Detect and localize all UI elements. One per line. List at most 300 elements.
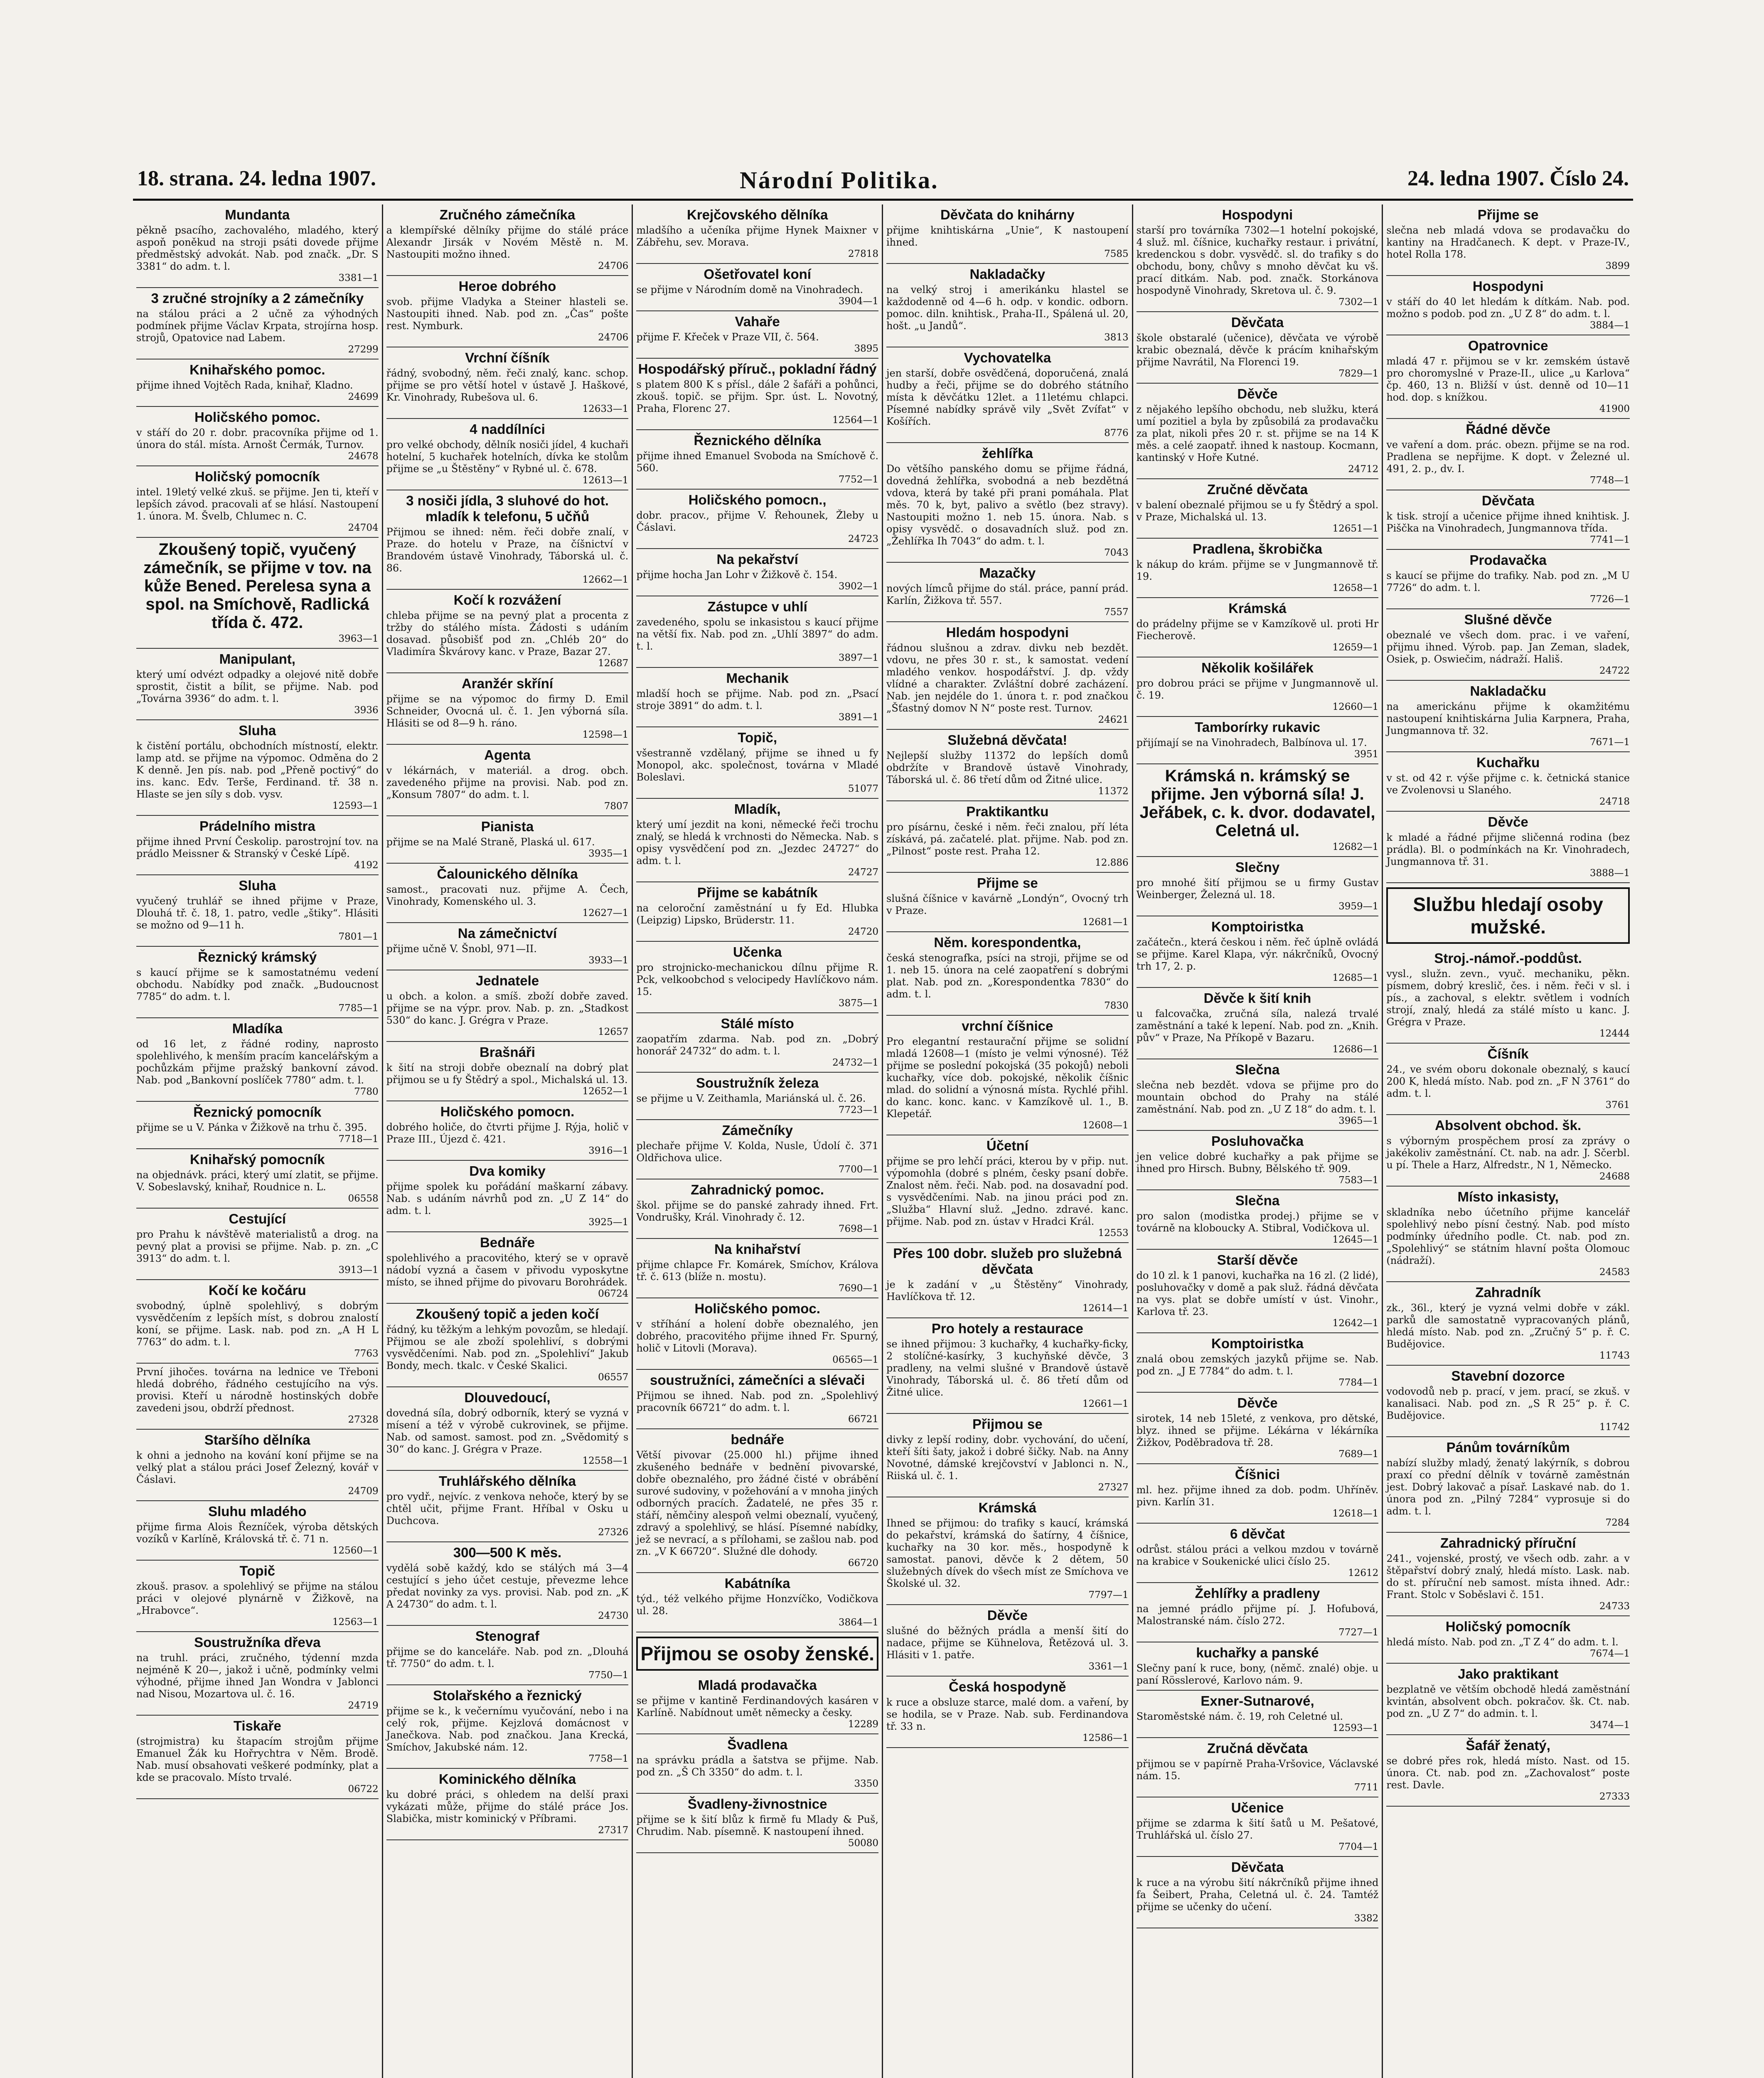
ad-text: nabízí služby mladý, ženatý lakýrník, s dobrou praxí co přední dělník v továrně zaměstnán jest. Dobrý lakovač a písař. Laskavé nab. do 1. února pod zn. „Pilný 7284“ vyprosuje si do adm. t. l. [1386,1457,1630,1517]
ad-code: 4192 [354,860,379,871]
ad-title: Dlouvedoucí, [464,1390,551,1405]
ad-text: na americkánu přijme k okamžitému nastoupení knihtiskárna Julia Karpnera, Praha, Jungmannova tř. 32. [1386,701,1630,736]
masthead: Národní Politika. [740,167,939,194]
ad-title: Mechanik [726,670,789,686]
ad-code: 3888—1 [1589,868,1630,879]
ad-title: Topič [239,1563,276,1578]
ad-code: 3904—1 [838,296,878,307]
classified-ad [636,1794,878,1853]
ad-title: Posluhovačka [1211,1133,1304,1149]
ad-code: 51077 [848,783,878,794]
ad-title: Švadlena [727,1737,788,1752]
ad-text: samost., pracovati nuz. přijme A. Čech, Vinohrady, Komenského ul. 3. [386,884,629,907]
classified-ad [1137,1190,1379,1250]
ad-title: Knihařského pomoc. [189,362,325,377]
ad-code: 3382 [1354,1913,1379,1924]
ad-text: slušná číšnice v kavárně „Londýn“, Ovocný trh v Praze. [886,893,1129,916]
classified-ad [136,1149,379,1209]
ad-text: který umí jezdit na koni, německé řeči trochu znalý, se hledá k vrchnosti do Německa. Nab. s opisy vysvědčení pod zn. „Jezdec 24727“ do adm. t. l. [636,819,878,867]
classified-ad [886,563,1129,622]
classified-ad [136,1209,379,1280]
ad-title: Zahradnický pomoc. [691,1182,824,1197]
ad-code: 12558—1 [582,1455,629,1466]
ad-code: 24712 [1348,464,1379,475]
classified-ad [1386,948,1630,1044]
classified-ad [1386,1282,1630,1366]
ad-title: Nakladačky [969,266,1046,282]
ad-text: k ohni a jednoho na kování koní přijme se na velký plat a stálou práci Josef Železný, kovář v Čáslavi. [136,1450,379,1485]
ad-code: 7723—1 [838,1105,878,1115]
ad-text: (strojmistra) ku štapacím strojům přijme Emanuel Žák ku Hořrychtra v Něm. Brodě. Nab. musí obsahovati veškeré podmínky, plat a kde se pracovalo. Místo trvalé. [136,1736,379,1783]
ad-title: Hospodyni [1472,278,1544,294]
ad-code: 12659—1 [1332,642,1379,653]
classified-ad [886,622,1129,730]
ad-code: 7698—1 [838,1224,878,1234]
classified-ad [1386,681,1630,752]
ad-title: Stolařského a řeznický [433,1688,582,1703]
classified-ad [886,932,1129,1016]
classified-ad [636,1298,878,1370]
ad-title: Praktikantku [966,804,1049,819]
ad-code: 3361—1 [1088,1661,1129,1672]
ad-title: Mundanta [225,207,290,222]
ad-code: 7585 [1104,249,1129,259]
ad-title: 4 naddílníci [470,421,545,437]
ad-text: česká stenografka, psíci na stroji, přijme se od 1. neb 15. února na celé zaopatření s dobrými plat. Nab. pod zn. „Korespondentka 7830“ do adm. t. l. [886,952,1129,1000]
ad-title: Sluhu mladého [208,1504,307,1519]
ad-text: v stáří do 40 let hledám k dítkám. Nab. pod. možno s podob. pod zn. „U Z 8“ do adm. t. l. [1386,296,1630,320]
section-heading: Službu hledají osoby mužské. [1386,887,1630,944]
ad-title: Čalounického dělníka [437,866,578,881]
ad-title: Topič, [738,730,777,745]
ad-text: znalá obou zemských jazyků přijme se. Nab. pod zn. „J E 7784“ do adm. t. l. [1136,1353,1379,1377]
ad-text: slečna neb mladá vdova se prodavačku do kantiny na Hradčanech. K dept. v Praze-IV., hotel Rolla 178. [1386,224,1630,260]
classified-ad [1386,1115,1630,1187]
ad-code: 12687 [598,658,629,669]
ad-code: 7718—1 [338,1134,379,1145]
ad-text: v st. od 42 r. výše přijme c. k. četnická stanice ve Zvolenovsi u Slaného. [1386,772,1630,796]
ad-title: Česká hospodyně [949,1679,1066,1694]
classified-ad [636,264,878,311]
ad-code: 7748—1 [1589,475,1630,486]
classified-ad [1137,1250,1379,1333]
ad-text: k šití na stroji dobře obeznalí na dobrý plat přijmou se u fy Štědrý a spol., Michalská ul. 13. [386,1062,629,1086]
classified-ad [386,1471,629,1542]
ad-title: Slečna [1235,1062,1280,1077]
ad-code: 7689—1 [1338,1449,1379,1460]
ad-title: Pradlena, škrobička [1193,541,1322,556]
ad-code: 11742 [1599,1422,1630,1433]
ad-title: Manipulant, [219,651,295,667]
classified-ad [386,1304,629,1387]
ad-title: Kabátníka [724,1576,790,1591]
ad-title: Číšník [1487,1046,1529,1061]
ad-title: Staršího dělníka [204,1432,310,1448]
ad-text: zk., 36l., který je vyzná velmi dobře v zákl. parků dle samostatně vypracovaných plánů, hledá místo. Nab. pod zn. „Zručný 5“ p. ř. C. Budějovice. [1386,1302,1630,1350]
classified-ad [1137,857,1379,916]
ad-title: Bednáře [480,1235,535,1250]
ad-text: přijme firma Alois Řezníček, výroba dětských vozíků v Karlíně, Královská tř. č. 71 n. [136,1521,379,1545]
ad-code: 27317 [598,1825,629,1836]
ad-title: Kočí k rozvážení [453,592,561,608]
ad-code: 12593—1 [332,800,379,811]
classified-ad [636,1675,878,1734]
ad-code: 24718 [1599,796,1630,807]
ad-text: plechaře přijme V. Kolda, Nusle, Údolí č. 371 Oldřichova ulice. [636,1140,878,1164]
ad-code: 06565—1 [832,1354,878,1365]
classified-ad [886,347,1129,443]
ad-code: 3761 [1605,1100,1630,1110]
classified-ad [1386,1664,1630,1735]
ad-title: Slečna [1235,1193,1280,1208]
ad-title: Starší děvče [1217,1252,1298,1268]
ad-title: Absolvent obchod. šk. [1435,1118,1582,1133]
ad-code: 7801—1 [338,931,379,942]
ad-text: přijme učně V. Šnobl, 971—II. [386,943,537,955]
ad-column-6 [1383,204,1633,2078]
ad-text: obeznalé ve všech dom. prac. i ve vaření, přijmu ihned. Výrob. pap. Jan Zeman, sladek, Osiek, p. Oswiečim, nádraží. Hališ. [1386,629,1630,665]
ad-code: 7726—1 [1589,594,1630,605]
classified-ad [886,1243,1129,1318]
classified-ad [636,882,878,942]
ad-code: 12614—1 [1082,1303,1129,1314]
ad-text: Přijmou se ihned: něm. řeči dobře znalí, v Praze. do hotelu v Praze, na číšnictví v Brandovém ústavě Vinohrady, Táborská ul. č. 86. [386,526,629,574]
ad-text: pro salon (modistka prodej.) přijme se v továrně na kloboucky A. Stibral, Vodičkova ul. [1136,1210,1379,1234]
classified-ad [386,276,629,347]
ad-text: k nákup do krám. přijme se v Jungmannově tř. 19. [1136,559,1379,582]
ad-title: Krejčovského dělníka [686,207,828,222]
classified-ad [636,1120,878,1179]
header-right: 24. ledna 1907. Číslo 24. [1407,167,1629,190]
ad-code: 7284 [1605,1517,1630,1528]
ad-code: 7741—1 [1589,534,1630,545]
classified-ad [636,1013,878,1073]
ad-code: 7302—1 [1338,297,1379,308]
classified-ad [1137,1059,1379,1131]
classified-ad [1137,764,1379,857]
ad-text: zavedeného, spolu se inkasistou s kaucí přijme na větší fix. Nab. pod zn. „Uhlí 3897“ do adm. t. l. [636,616,878,652]
header-left: 18. strana. 24. ledna 1907. [137,167,376,190]
ad-title: Děvče [1237,386,1278,401]
ad-text: dobrého holiče, do čtvrti přijme J. Rýja, holič v Praze III., Újezd č. 421. [386,1121,629,1145]
ad-title: Na zámečnictví [458,926,557,941]
classified-ad [1137,1797,1379,1857]
ad-title: Dva komiky [469,1163,546,1179]
ad-text: přijme hocha Jan Lohr v Žižkově č. 154. [636,569,838,581]
ad-code: 24706 [598,332,629,343]
ad-code: 50080 [848,1838,878,1849]
ad-title: kuchařky a panské [1196,1645,1319,1660]
ad-code: 7704—1 [1338,1842,1379,1852]
ad-code: 12682—1 [1332,842,1379,852]
ad-title: Sluha [239,723,276,738]
ad-code: 24706 [598,261,629,271]
ad-column-5 [1133,204,1383,2078]
ad-text: jen starší, dobře osvědčená, doporučená, znalá hudby a řeči, přijme se do dobrého státního místa k děvčátku 12let. a 11letému chlapci. Písemné nabídky správě vily „Svět Zvífat“ v Košířích. [886,367,1129,427]
ad-title: Heroe dobrého [458,278,556,294]
ad-text: přijme ihned Emanuel Svoboda na Smíchově č. 560. [636,450,878,474]
ad-title: Přijme se [977,875,1038,891]
ad-code: 3895 [854,343,878,354]
ad-code: 12564—1 [832,415,878,426]
ad-code: 7557 [1104,607,1129,618]
ad-text: s kaucí se přijme do trafiky. Nab. pod zn. „M U 7726“ do adm. t. l. [1386,570,1630,593]
classified-ad [636,596,878,668]
ad-text: v stáří do 20 r. dobr. pracovníka přijme od 1. února do stál. místa. Arnošt Čermák, Turnov. [136,427,379,451]
classified-ad [1386,1366,1630,1437]
ad-code: 3899 [1605,261,1630,271]
ad-text: u obch. a kolon. a smíš. zboží dobře zaved. přijme se na výpr. prov. Nab. p. zn. „Stadkost 530“ do kanc. J. Grégra v Praze. [386,990,629,1026]
classified-ad [1386,609,1630,681]
ad-code: 3884—1 [1589,320,1630,331]
ad-text: na správku prádla a šatstva se přijme. Nab. pod zn. „Š Ch 3350“ do adm. t. l. [636,1754,878,1778]
classified-ad [886,873,1129,932]
ad-text: u falcovačka, zručná síla, nalezá trvalé zaměstnání a také k lepení. Nab. pod zn. „Knih. pův“ v Praze, Na Příkopě v Bazaru. [1136,1008,1379,1044]
classified-ad [386,745,629,816]
ad-code: 3925—1 [588,1217,629,1228]
classified-ad [636,942,878,1013]
classified-ad [1137,539,1379,598]
ad-code: 3933—1 [588,955,629,966]
classified-ad [386,816,629,864]
ad-title: Holičského pomocn., [688,492,827,507]
ad-code: 24621 [1098,714,1129,725]
classified-ad [1137,204,1379,312]
ad-text: v balení obeznalé přijmou se u fy Štědrý a spol. v Praze, Michalská ul. 13. [1136,499,1379,523]
ad-text: ku dobré práci, s ohledem na delší praxi vykázati může, přijme do stálé práce Jos. Slabička, mistr kominický v Příbrami. [386,1789,629,1824]
ad-code: 7829—1 [1338,368,1379,379]
ad-code: 12613—1 [582,475,629,486]
ad-title: Prodavačka [1469,552,1547,568]
ad-code: 3381—1 [338,273,379,283]
ad-text: zkouš. prasov. a spolehlivý se přijme na stálou práci v olejové plynárně v Žižkově, na „Hrabovce“. [136,1581,379,1616]
ad-code: 24709 [348,1486,379,1497]
ad-text: řádnou slušnou a zdrav. divku neb bezdět. vdovu, ne přes 30 r. st., k samostat. vedení mladého venkov. hospodářství. J. dp. vždy vlídné a charakter. Zvláštní dobré zacházení. Nab. jen nejdéle do 1. února t. r. pod značkou „Šťastný domov N N“ poste rest. Turnov. [886,642,1129,714]
ad-code: 7043 [1104,547,1129,558]
ad-code: 3897—1 [838,652,878,663]
ad-code: 41900 [1599,404,1630,414]
ad-title: 3 zručné strojníky a 2 zámečníky [151,291,364,306]
ad-title: Pro hotely a restaurace [931,1321,1083,1336]
classified-ad [136,875,379,947]
ad-code: 12686—1 [1332,1044,1379,1055]
ad-title: Zručného zámečníka [439,207,576,222]
ad-title: Jednatele [475,973,539,988]
classified-ad [1137,384,1379,479]
ad-text: je k zadání v „u Štěstěny“ Vinohrady, Havlíčkova tř. 12. [886,1279,1129,1302]
ad-title: Tamborírky rukavic [1194,719,1320,735]
classified-ad [636,668,878,727]
classified-ad [1386,204,1630,276]
classified-ad [386,1387,629,1471]
ad-title: Šafář ženatý, [1466,1738,1550,1753]
ad-title: Zahradník [1475,1285,1541,1300]
ad-text: vyučený truhlář se ihned přijme v Praze, Dlouhá tř. č. 18, 1. patro, vedle „štiky“. Hlásiti se možno od 9—11 h. [136,895,379,931]
ad-code: 24722 [1599,665,1630,676]
classified-ad [386,1769,629,1840]
ad-text: týd., též velkého přijme Honzvíčko, Vodičkova ul. 28. [636,1593,878,1617]
ad-code: 12681—1 [1082,917,1129,928]
ad-text: přijímají se na Vinohradech, Balbínova ul. 17. [1136,737,1367,748]
ad-text: škole obstaralé (učenice), děvčata ve výrobě krabic obeznalá, děvče k prácím knihařským přijme Navrátil, Na Florenci 19. [1136,332,1379,368]
ad-title: Agenta [484,747,531,763]
classified-ad [1137,1857,1379,1928]
ad-title: Soustružníka dřeva [194,1635,321,1650]
ad-text: řádný, svobodný, něm. řeči znalý, kanc. schop. přijme se pro větší hotel v ústavě J. Haškové, Kr. Vinohrady, Rubešova ul. 6. [386,367,629,403]
ad-text: s výborným prospěchem prosí za zprávy o jakékoliv zaměstnání. Ct. nab. na adr. J. Sčerbl. u pí. Thele a Harz, Alfredstr., N 1, Německo. [1386,1135,1630,1171]
classified-ad [1137,312,1379,384]
classified-ad [886,1497,1129,1605]
ad-title: Tiskaře [233,1718,281,1733]
ad-text: k čistění portálu, obchodních místností, elektr. lamp atd. se přijme na výpomoc. Odměna do 2 K denně. Jen pís. nab. pod „Přeně poctivý“ do ins. kanc. Edv. Terše, Ferdinand. tř. 38 n. Hlaste se jen síly s dob. vysv. [136,740,379,800]
ad-title: Děvčata [1481,493,1535,508]
ad-code: 24723 [848,534,878,544]
classified-ad [636,1734,878,1794]
ad-code: 12651—1 [1332,523,1379,534]
ad-code: 24583 [1599,1267,1630,1278]
ad-code: 3936 [354,705,379,716]
ad-title: Stenograf [475,1628,539,1644]
ad-code: 06722 [348,1784,379,1795]
ad-code: 3813 [1104,332,1129,343]
ad-code: 12563—1 [332,1617,379,1627]
classified-ad [386,1101,629,1161]
ad-text: s kaucí přijme se k samostatnému vedení obchodu. Nabídky pod značk. „Budoucnost 7785“ do adm. t. l. [136,967,379,1002]
classified-ad [1137,657,1379,717]
ad-text: pro strojnicko-mechanickou dílnu přijme R. Pck, velkoobchod s velocipedy Havlíčkovo nám. 15. [636,962,878,997]
ad-code: 7785—1 [338,1003,379,1014]
ad-code: 11743 [1599,1350,1630,1361]
classified-ad [636,1370,878,1429]
ad-title: Přijmou se [972,1416,1043,1432]
ad-code: 7750—1 [588,1670,629,1681]
ad-text: přijme chlapce Fr. Komárek, Smíchov, Králova tř. č. 613 (blíže n. mostu). [636,1259,878,1283]
classified-ad [636,1073,878,1120]
classified-ad [386,864,629,923]
classified-ad [136,1364,379,1430]
ad-code: 24678 [348,451,379,462]
ad-title: soustružníci, zámečníci a slévači [650,1372,865,1388]
classified-ad [386,490,629,590]
ad-code: 7671—1 [1589,737,1630,748]
ad-code: 3350 [854,1778,878,1789]
classified-ad [386,590,629,673]
ad-title: Mazačky [979,565,1036,581]
ad-code: 7690—1 [838,1283,878,1294]
classified-ad [136,1716,379,1799]
ad-title: Opatrovnice [1468,338,1548,353]
ad-title: Holičského pomoc. [694,1301,820,1316]
ad-text: bezplatně ve větším obchodě hledá zaměstnání kvintán, absolvent obch. pokračov. šk. Ct. nab. pod zn. „U Z 7“ do admin. t. l. [1386,1684,1630,1719]
ad-code: 27333 [1599,1791,1630,1802]
ad-text: se ihned přijmou: 3 kuchařky, 4 kuchařky-ficky, 2 stolíčné-kasírky, 3 kuchyňské děvče, 3 pradleny, na velmi slušné v Brandově ústavě Vinohrady, Táborská ul. č. 86 třetí dům od Žitné ulice. [886,1338,1129,1398]
classified-ad [1386,276,1630,335]
ad-text: vydělá sobě každý, kdo se stálých má 3—4 cestující s jeho účet cestuje, převezme lehce předat novinky za vys. provisi. Nab. pod zn. „K A 24730“ do adm. t. l. [386,1562,629,1610]
ad-code: 12.886 [1095,857,1129,868]
ad-code: 27299 [348,344,379,355]
ad-text: ml. hez. přijme ihned za dob. podm. Uhříněv. pivn. Karlín 31. [1136,1484,1379,1508]
ad-text: hledá místo. Nab. pod zn. „T Z 4“ do adm. t. l. [1386,1636,1619,1648]
ad-title: Děvčata [1231,1859,1284,1875]
classified-ad [1137,1691,1379,1738]
classified-ad [636,359,878,430]
ad-text: mladší hoch se přijme. Nab. pod zn. „Psací stroje 3891“ do adm. t. l. [636,688,878,712]
ad-title: Něm. korespondentka, [934,935,1081,950]
classified-ad [636,1429,878,1573]
ad-title: Děvčata [1231,315,1284,330]
ad-text: pro dobrou práci se přijme v Jungmannově ul. č. 19. [1136,677,1379,701]
ad-text: se přijme v kantině Ferdinandových kasáren v Karlíně. Nabídnout umět německy a česky. [636,1695,878,1719]
ad-title: Krámská n. krámský se přijme. Jen výborná síla! J. Jeřábek, c. k. dvor. dodavatel, Celetná ul. [1139,767,1375,840]
ad-title: Zámečníky [722,1123,793,1138]
ad-text: starší pro továrníka 7302—1 hotelní pokojské, 4 služ. ml. číšnice, kuchařky restaur. i privátní, kredenckou s dobr. vysvědč. sl. do trafiky s do obchodu, bony, chůvy s mnoho děvčat ku vš. prací ditkám. Nab. pod. značk. Storkánova hospodyně Vinohrady, Skretova ul. č. 9. [1136,224,1379,296]
ad-text: k ruce a obsluze starce, malé dom. a vaření, by se hodila, se v Praze. Nab. sub. Ferdinandova tř. 33 n. [886,1696,1129,1732]
classified-ad [386,347,629,419]
ad-title: Sluha [239,878,276,893]
ad-title: Kuchařku [1476,755,1540,770]
ad-title: Komptoiristka [1211,1336,1304,1351]
ad-text: slušné do běžných prádla a menší šití do nadace, přijme se Kühnelova, Řetězová ul. 3. Hlásiti v 1. patře. [886,1625,1129,1661]
ad-text: chleba přijme se na pevný plat a procenta z tržby do stálého místa. Žádosti s udáním dosavad. působišť pod zn. „Chléb 20“ do Vladimíra Škvárovy kanc. v Praze, Bazar 27. [386,610,629,657]
ad-title: Knihařský pomocník [190,1152,325,1167]
classified-ad [136,1632,379,1716]
classified-ad [136,1280,379,1364]
ad-text: Přijmou se ihned. Nab. pod zn. „Spolehlivý pracovník 66721“ do adm. t. l. [636,1390,878,1413]
ad-code: 12553 [1098,1228,1129,1238]
classified-ad [386,1232,629,1304]
ad-title: Zručná děvčata [1207,1741,1308,1756]
ad-title: Vychovatelka [964,350,1051,365]
ad-text: dovedná síla, dobrý odborník, který se vyzná v mísení a též v výrobě cukrovinek, se přijme. Nab. od samost. samost. pod zn. „Svědomitý s 30“ do kanc. J. Grégra v Praze. [386,1407,629,1455]
ad-code: 27818 [848,249,878,259]
classified-ad [1137,1642,1379,1691]
ad-title: Švadleny-živnostnice [687,1796,827,1812]
ad-code: 66720 [848,1558,878,1568]
classified-ad [636,1573,878,1632]
classified-ad [886,1677,1129,1748]
ad-title: Ošetřovatel koní [704,266,811,282]
ad-code: 7727—1 [1338,1627,1379,1638]
ad-text: z nějakého lepšího obchodu, neb služku, která umí pozitiel a byla by způsobilá za prodavačku za plat, nikoli přes 20 r. st. přijme se na 14 K měs. a celé zaopatř. ihned k nastoup. Kocmann, kantinský v Hoře Kutné. [1136,404,1379,463]
classified-ad [136,466,379,538]
ad-code: 3916—1 [588,1145,629,1156]
ad-text: slečna neb bezdět. vdova se přijme pro do mountain obchod do Prahy na stálé zaměstnání. Nab. pod zn. „U Z 18“ do adm. t. l. [1136,1079,1379,1115]
ad-code: 3963—1 [338,633,379,644]
ad-text: skladníka nebo účetního přijme kancelář spolehlivý nebo písní čestný. Nab. pod místo podmínky úředního podle. Ct. nab. pod zn. „Spolehlivý“ se státním hlavní pošta Olomouc (nádraží). [1386,1206,1630,1266]
classified-ad [636,1179,878,1239]
ad-code: 06724 [598,1288,629,1299]
ad-code: 12642—1 [1332,1318,1379,1329]
ad-text: do prádelny přijme se v Kamzíkově ul. proti Hr Fiecherově. [1136,618,1379,642]
classified-ad [636,490,878,549]
ad-columns [133,204,1633,2078]
classified-ad [886,1318,1129,1414]
ad-text: od 16 let, z řádné rodiny, naprosto spolehlivého, k menším pracím kancelářským a pochůzkám přijme pražský bankovní závod. Nab. pod „Bankovní poslíček 7780“ adm. t. l. [136,1038,379,1086]
ad-title: Učenice [1231,1800,1284,1815]
ad-text: ve vaření a dom. prác. obezn. přijme se na rod. Pradlena se nepřijme. K dopt. v Železné ul. 491, 2. p., dv. I. [1386,439,1630,475]
ad-code: 8776 [1104,428,1129,438]
ad-column-3 [633,204,883,2078]
ad-code: 3864—1 [838,1617,878,1628]
ad-title: Služebná děvčata! [947,732,1068,748]
classified-ad [386,1161,629,1232]
ad-title: Prádelního mistra [199,818,315,834]
ad-text: odrůst. stálou práci a velkou mzdou v továrně na krabice v Soukenické ulici číslo 25. [1136,1544,1379,1567]
ad-text: Staroměstské nám. č. 19, roh Celetné ul. [1136,1711,1343,1722]
ad-text: pro mnohé šití přijmou se u firmy Gustav Weinberger, Železná ul. 18. [1136,877,1379,901]
ad-title: Hledám hospodyni [946,625,1069,640]
ad-code: 12289 [848,1719,878,1730]
